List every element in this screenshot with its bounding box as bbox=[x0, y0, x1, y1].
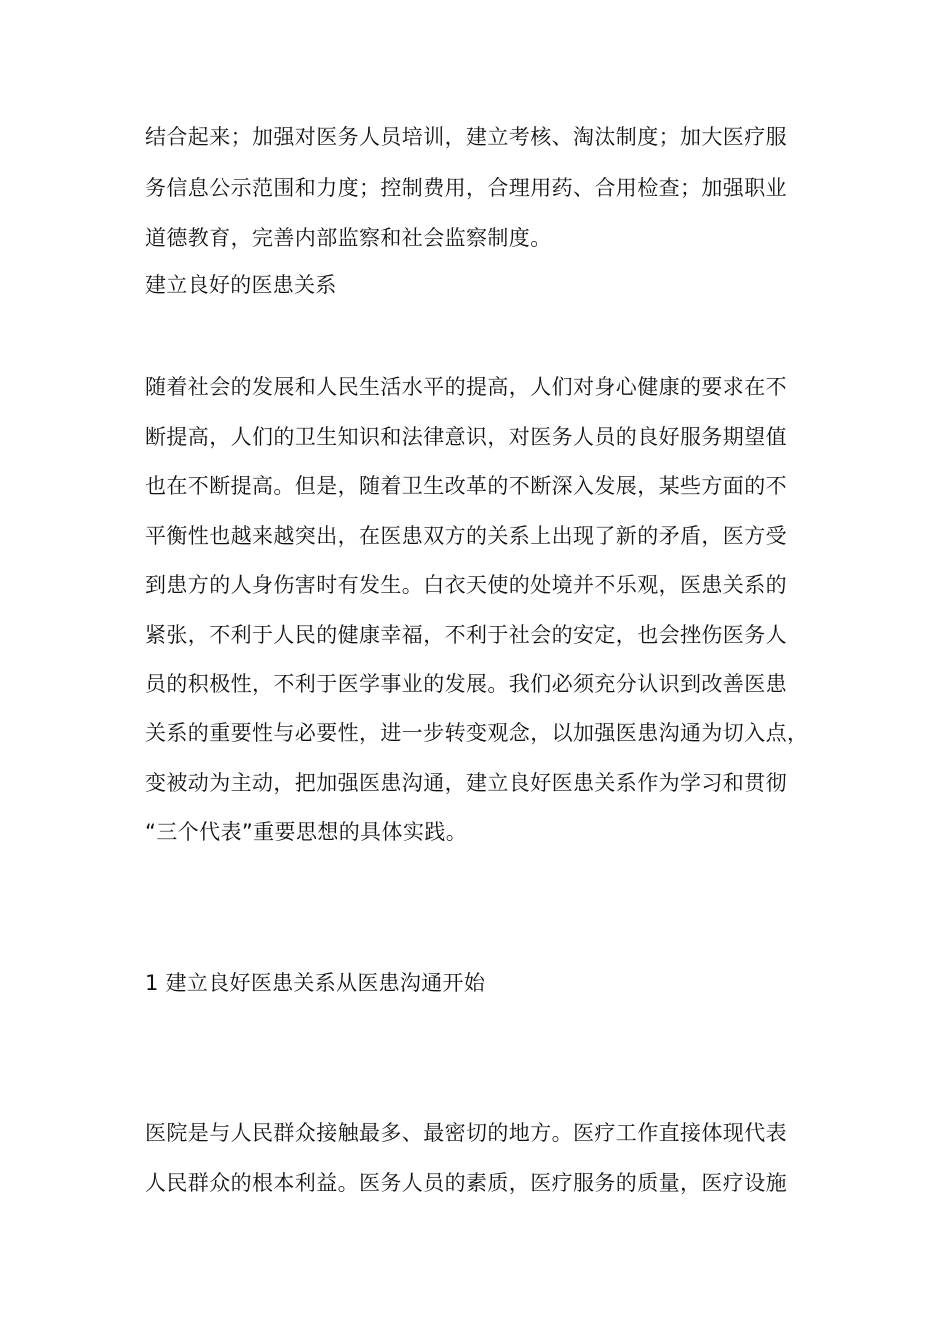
main-line-4: 平衡性也越来越突出，在医患双方的关系上出现了新的矛盾，医方受 bbox=[145, 524, 787, 548]
main-line-5: 到患方的人身伤害时有发生。白衣天使的处境并不乐观，医患关系的 bbox=[145, 573, 787, 597]
main-line-8: 关系的重要性与必要性，进一步转变观念，以加强医患沟通为切入点， bbox=[145, 721, 809, 745]
main-line-1: 随着社会的发展和人民生活水平的提高，人们对身心健康的要求在不 bbox=[145, 375, 787, 399]
main-line-9: 变被动为主动，把加强医患沟通，建立良好医患关系作为学习和贯彻 bbox=[145, 771, 787, 795]
main-line-2: 断提高，人们的卫生知识和法律意识，对医务人员的良好服务期望值 bbox=[145, 425, 787, 449]
intro-line-1: 结合起来；加强对医务人员培训，建立考核、淘汰制度；加大医疗服 bbox=[145, 125, 787, 149]
main-line-7: 员的积极性，不利于医学事业的发展。我们必须充分认识到改善医患 bbox=[145, 672, 787, 696]
intro-line-3: 道德教育，完善内部监察和社会监察制度。 bbox=[145, 226, 552, 250]
hospital-line-2: 人民群众的根本利益。医务人员的素质，医疗服务的质量，医疗设施 bbox=[145, 1171, 787, 1195]
hospital-line-1: 医院是与人民群众接触最多、最密切的地方。医疗工作直接体现代表 bbox=[145, 1121, 787, 1145]
section-title: 建立良好的医患关系 bbox=[145, 273, 337, 297]
main-line-3: 也在不断提高。但是，随着卫生改革的不断深入发展，某些方面的不 bbox=[145, 474, 787, 498]
subsection-title: 1 建立良好医患关系从医患沟通开始 bbox=[145, 971, 486, 995]
main-line-10: “三个代表”重要思想的具体实践。 bbox=[145, 820, 468, 844]
intro-line-2: 务信息公示范围和力度；控制费用，合理用药、合用检查；加强职业 bbox=[145, 176, 787, 200]
main-line-6: 紧张，不利于人民的健康幸福，不利于社会的安定，也会挫伤医务人 bbox=[145, 623, 787, 647]
